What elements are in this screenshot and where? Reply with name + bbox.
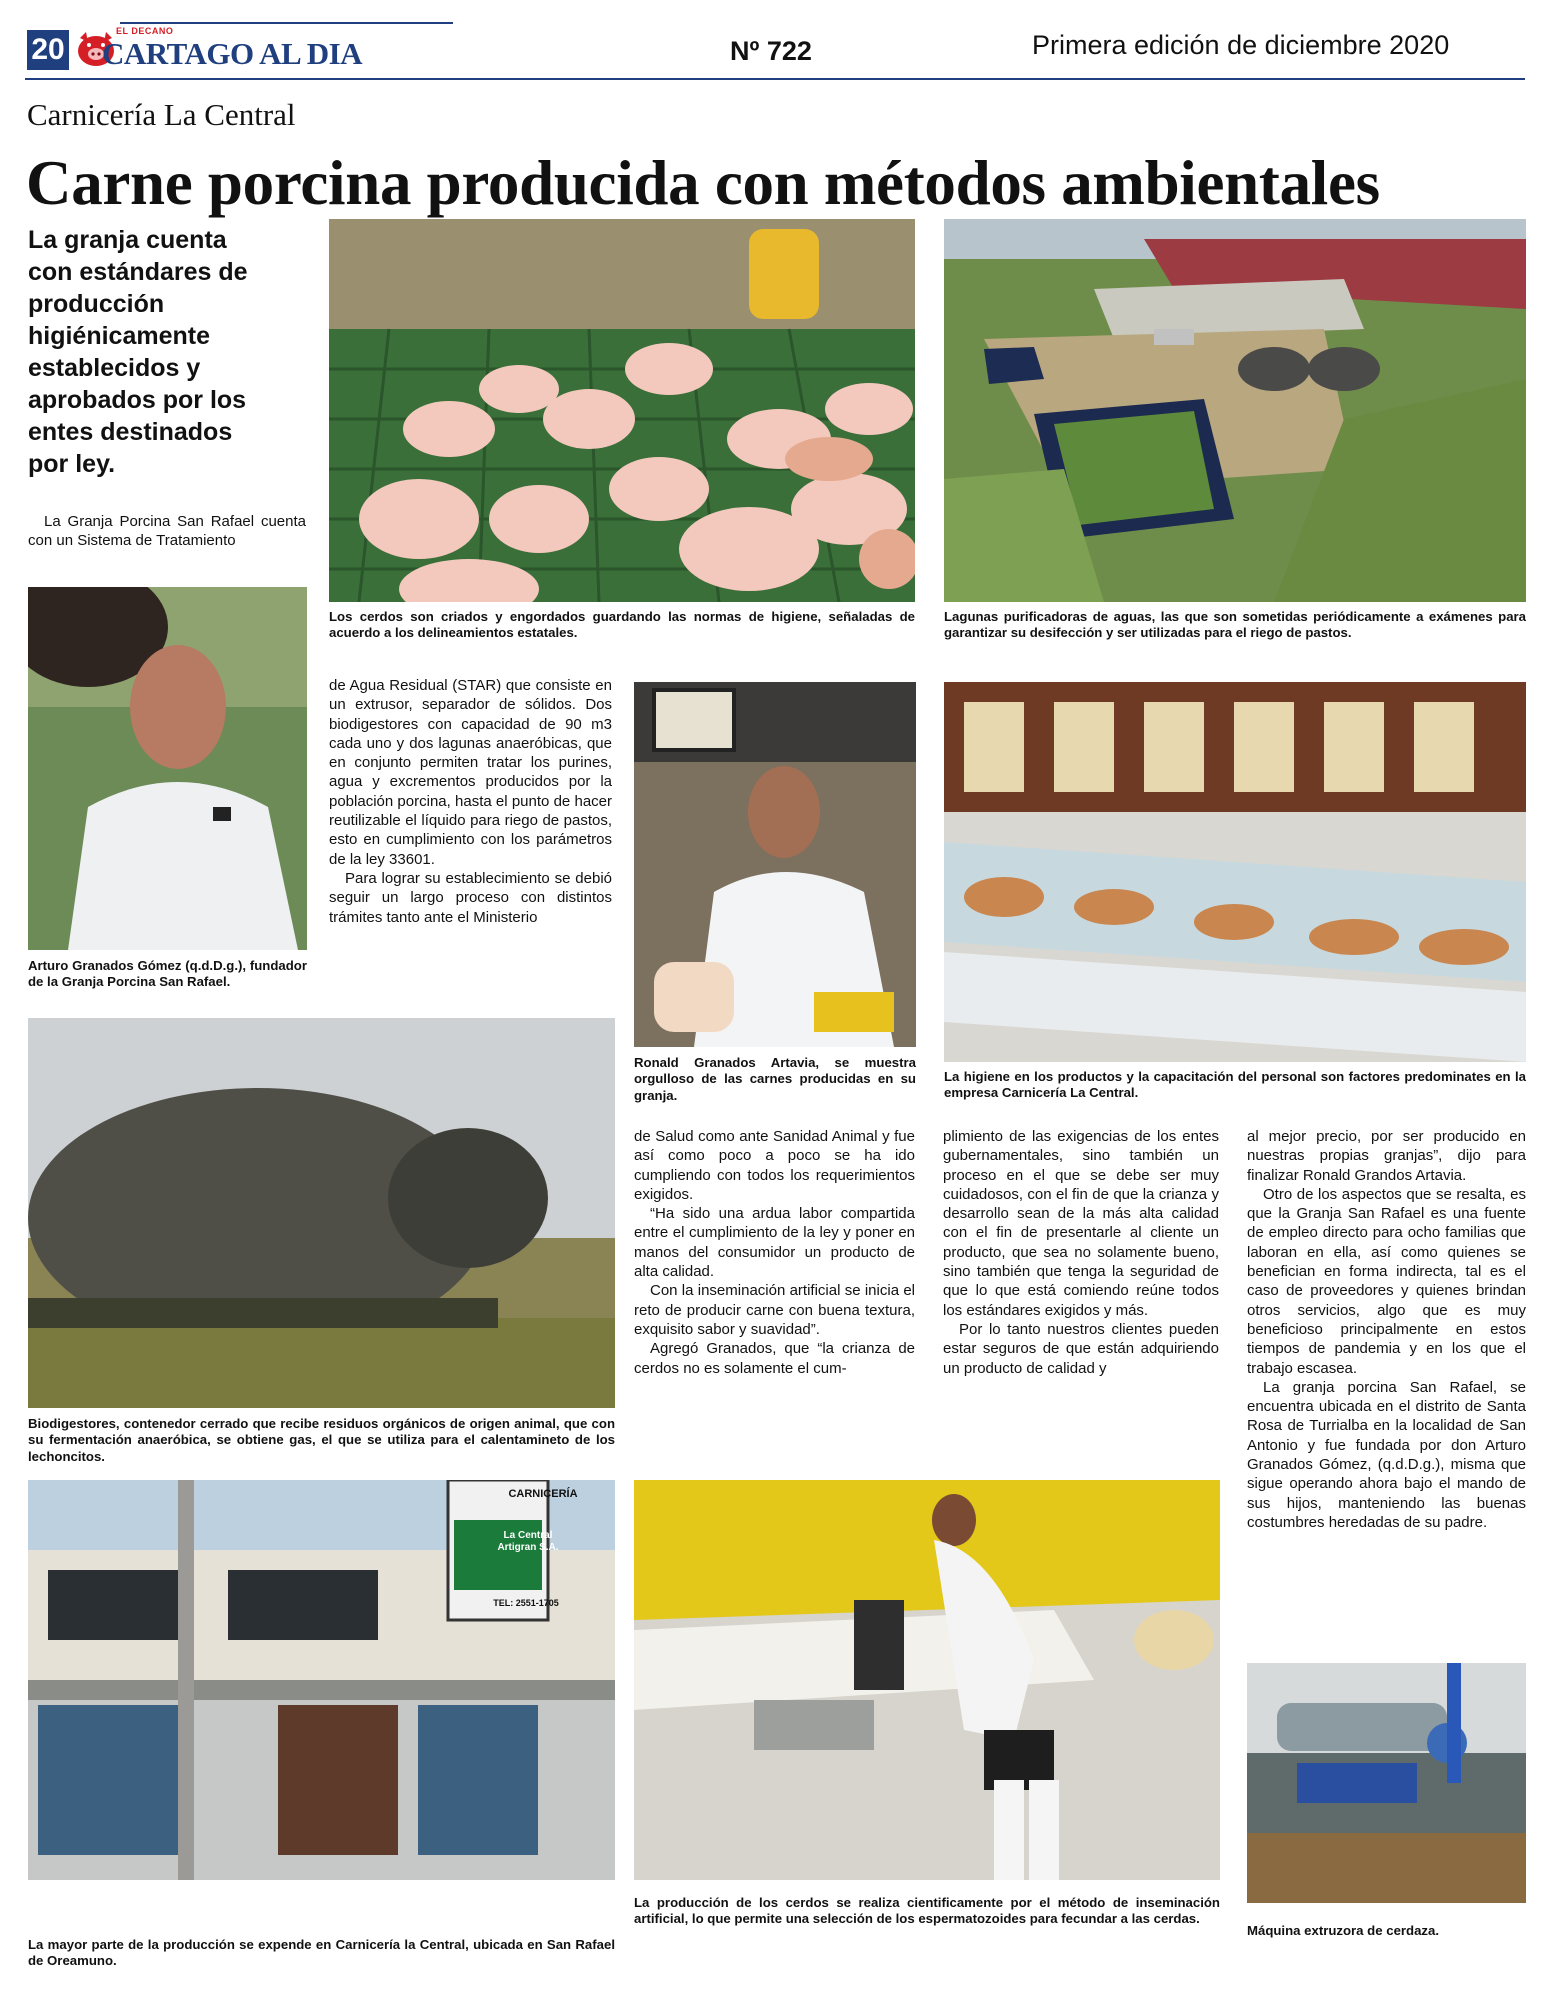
article-deck: La granja cuenta con estándares de producción higiénicamente establecidos y aprobados por los entes destinados por ley. [28,226,248,478]
store-sign-title: CARNICERÍA [508,1488,578,1500]
body-column-4: al mejor precio, por ser producido en nuestras propias granjas”, dijo para finalizar Ronald Grandos Artavia. Otro de los aspectos que se resalta, es que la Granja San Rafael es una fuente de empleo directo para ocho familias que laboran en ella, así como quienes se benefician en forma indirecta, tal es el caso de proveedores y quienes brindan otros servicios, algo que es muy beneficioso principalmente en estos tiempos de pandemia y en los que el trabajo escasea. La granja porcina San Rafael, se encuentra ubicada en el distrito de Santa Rosa de Turrialba en la localidad de San Antonio y fue fundada por don Arturo Granados Gómez, (q.d.D.g.), misma que sigue operando ahora bajo el mando de sus hijos, manteniendo las buenas costumbres heredadas de su padre. [1247,1128,1526,1531]
body-column-3: plimiento de las exigencias de los entes gubernamentales, sino también un proceso en el que se debe ser muy cuidadosos, con el fin de que la crianza y desarrollo sean de la más alta calidad con el fin de presentarle al cliente un producto, que sea no solamente bueno, sino también que tenga la seguridad de que lo que está comiendo reúne todos los estándares exigidos y más. Por lo tanto nuestros clientes pueden estar seguros de que están adquiriendo un producto de calidad y [943,1128,1219,1377]
caption-microscope: La producción de los cerdos se realiza cientificamente por el método de inseminación artificial, lo que permite una selección de los espermatozoides para fecundar a las cerdas. [634,1895,1220,1927]
page-number: 20 [27,30,69,70]
body-column-2-bottom: de Salud como ante Sanidad Animal y fue así como poco a poco se ha ido cumpliendo con todos los requerimientos exigidos. “Ha sido una ardua labor compartida entre el cumplimiento de la ley y poner en manos del consumidor un producto de alta calidad. Con la inseminación artificial se inicia el reto de producir carne con buena textura, exquisito sabor y suavidad”. Agregó Granados, que “la crianza de cerdos no es solamente el cum- [634,1128,915,1377]
pigs-photo [329,219,915,602]
caption-arturo: Arturo Granados Gómez (q.d.D.g.), fundador de la Granja Porcina San Rafael. [28,958,307,990]
lagoons-photo [944,219,1526,602]
caption-lagoons: Lagunas purificadoras de aguas, las que son sometidas periódicamente a exámenes para garantizar su desifección y ser utilizadas para el riego de pastos. [944,609,1526,641]
store-sign-phone: TEL: 2551-1705 [493,1598,559,1608]
intro-paragraph: La Granja Porcina San Rafael cuenta con un Sistema de Tratamiento [28,513,306,550]
logo-badge: EL DECANO [116,26,174,36]
issue-number: Nº 722 [730,36,812,66]
storefront-photo [28,1480,615,1880]
section-label: Carnicería La Central [27,97,296,132]
caption-extruder: Máquina extruzora de cerdaza. [1247,1923,1440,1938]
ronald-photo [634,682,916,1047]
extruder-photo [1247,1663,1526,1903]
caption-biodigesters: Biodigestores, contenedor cerrado que recibe residuos orgánicos de origen animal, que con su fermentación anaeróbica, se obtiene gas, el que se utiliza para el calentamineto de los lechoncitos. [28,1416,615,1464]
store-sign-name: La Central Artigran S.A. [497,1530,559,1553]
microscope-photo [634,1480,1220,1880]
headline: Carne porcina producida con métodos ambientales [26,148,1380,218]
logo-text: CARTAGO AL DIA [102,36,363,71]
caption-pigs: Los cerdos son criados y engordados guardando las normas de higiene, señaladas de acuerdo a los delineamientos estatales. [329,609,915,641]
masthead-logo [76,26,363,74]
caption-storefront: La mayor parte de la producción se expende en Carnicería la Central, ubicada en San Rafael de Oreamuno. [28,1937,615,1969]
biodigesters-photo [28,1018,615,1408]
edition-date: Primera edición de diciembre 2020 [1032,30,1450,60]
body-column-2-top: de Agua Residual (STAR) que consiste en un extrusor, separador de sólidos. Dos biodigestores con capacidad de 90 m3 cada uno y dos lagunas anaeróbicas, que en conjunto permiten tratar los purines, agua y excrementos producidos por la población porcina, hasta el punto de hacer reutilizable el líquido para riego de pastos, esto en cumplimiento con los parámetros de la ley 33601. Para lograr su establecimiento se debió seguir un largo proceso con distintos trámites tanto ante el Ministerio [329,677,612,926]
header-bottom-rule [25,78,1525,80]
caption-ronald: Ronald Granados Artavia, se muestra orgulloso de las carnes producidas en su granja. [634,1055,916,1103]
arturo-photo [28,587,307,950]
caption-store-interior: La higiene en los productos y la capacitación del personal son factores predominates en la empresa Carnicería La Central. [944,1069,1526,1101]
header-rule [120,22,453,24]
store-interior-photo [944,682,1526,1062]
